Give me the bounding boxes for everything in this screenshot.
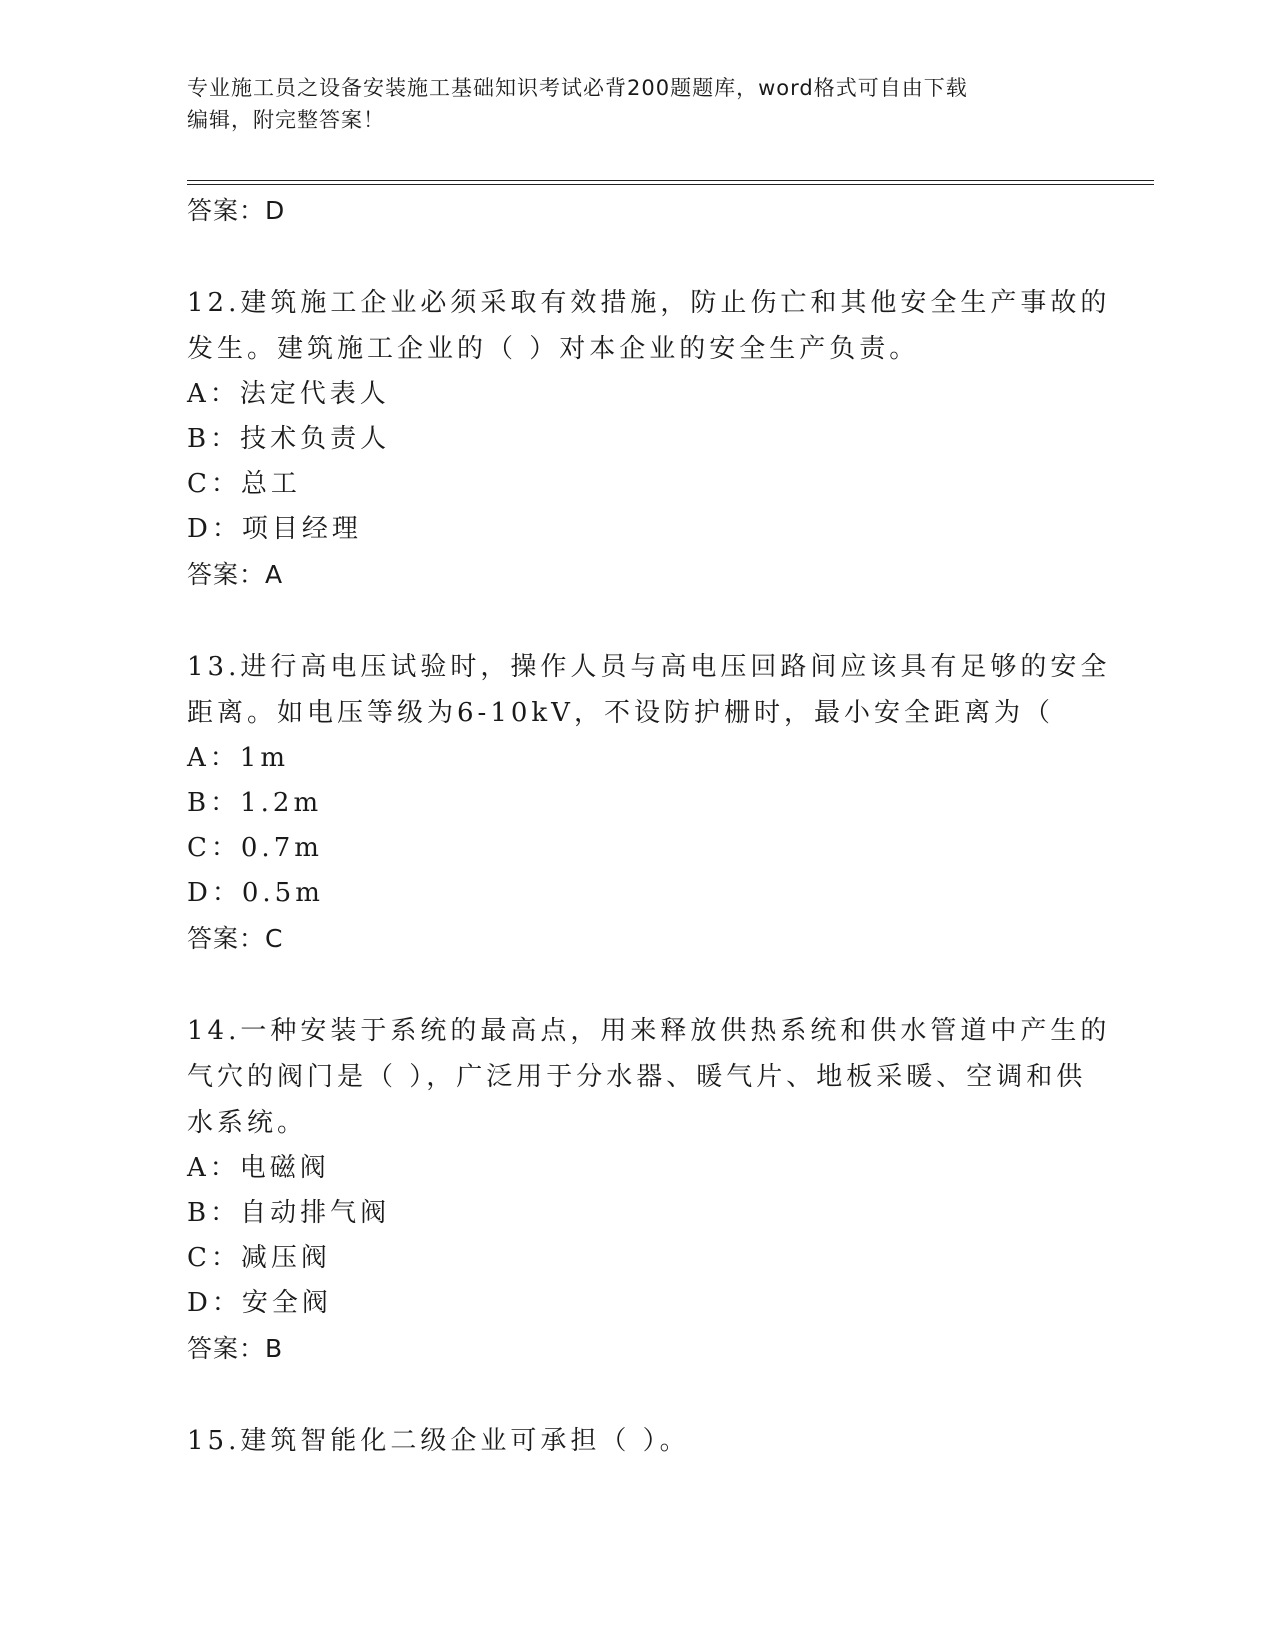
option-d: D：0.5m bbox=[187, 878, 324, 908]
question-text-line: 15.建筑智能化二级企业可承担（ ）。 bbox=[187, 1426, 690, 1456]
question-15 bbox=[187, 1418, 1087, 1464]
option-b: B：1.2m bbox=[187, 788, 323, 818]
answer-line: 答案：A bbox=[187, 560, 284, 589]
header-divider-top bbox=[187, 180, 1154, 181]
section-gap bbox=[187, 962, 1087, 1008]
header-line-2: 编辑，附完整答案！ bbox=[187, 108, 385, 132]
question-text-line: 气穴的阀门是（ ），广泛用于分水器、暖气片、地板采暖、空调和供 bbox=[187, 1062, 1087, 1092]
option-a: A：法定代表人 bbox=[187, 379, 390, 409]
answer-line: 答案：B bbox=[187, 1334, 284, 1363]
question-text-line: 水系统。 bbox=[187, 1108, 308, 1138]
question-text-line: 14.一种安装于系统的最高点，用来释放供热系统和供水管道中产生的 bbox=[187, 1016, 1111, 1046]
option-d: D：项目经理 bbox=[187, 514, 362, 544]
header-divider-bottom bbox=[187, 184, 1154, 185]
option-c: C：减压阀 bbox=[187, 1243, 331, 1273]
section-gap bbox=[187, 1372, 1087, 1418]
question-12 bbox=[187, 280, 1111, 372]
section-gap bbox=[187, 598, 1087, 644]
option-d: D：安全阀 bbox=[187, 1288, 332, 1318]
answer-line: 答案：D bbox=[187, 196, 286, 225]
option-a: A：1m bbox=[187, 743, 289, 773]
question-14 bbox=[187, 1008, 1111, 1146]
option-a: A：电磁阀 bbox=[187, 1153, 330, 1183]
answer-line: 答案：C bbox=[187, 924, 284, 953]
option-b: B：技术负责人 bbox=[187, 424, 391, 454]
question-text-line: 距离。如电压等级为6-10kV，不设防护栅时，最小安全距离为（ bbox=[187, 698, 1054, 728]
section-gap bbox=[187, 234, 1087, 280]
document-header bbox=[187, 72, 1067, 136]
question-13 bbox=[187, 644, 1111, 736]
option-c: C：总工 bbox=[187, 469, 301, 499]
question-text-line: 发生。建筑施工企业的（ ）对本企业的安全生产负责。 bbox=[187, 334, 920, 364]
document-body bbox=[187, 188, 1111, 1464]
option-b: B：自动排气阀 bbox=[187, 1198, 391, 1228]
question-text-line: 13.进行高电压试验时，操作人员与高电压回路间应该具有足够的安全 bbox=[187, 652, 1111, 682]
header-line-1: 专业施工员之设备安装施工基础知识考试必背200题题库，word格式可自由下载 bbox=[187, 76, 968, 100]
option-c: C：0.7m bbox=[187, 833, 323, 863]
question-text-line: 12.建筑施工企业必须采取有效措施，防止伤亡和其他安全生产事故的 bbox=[187, 288, 1111, 318]
